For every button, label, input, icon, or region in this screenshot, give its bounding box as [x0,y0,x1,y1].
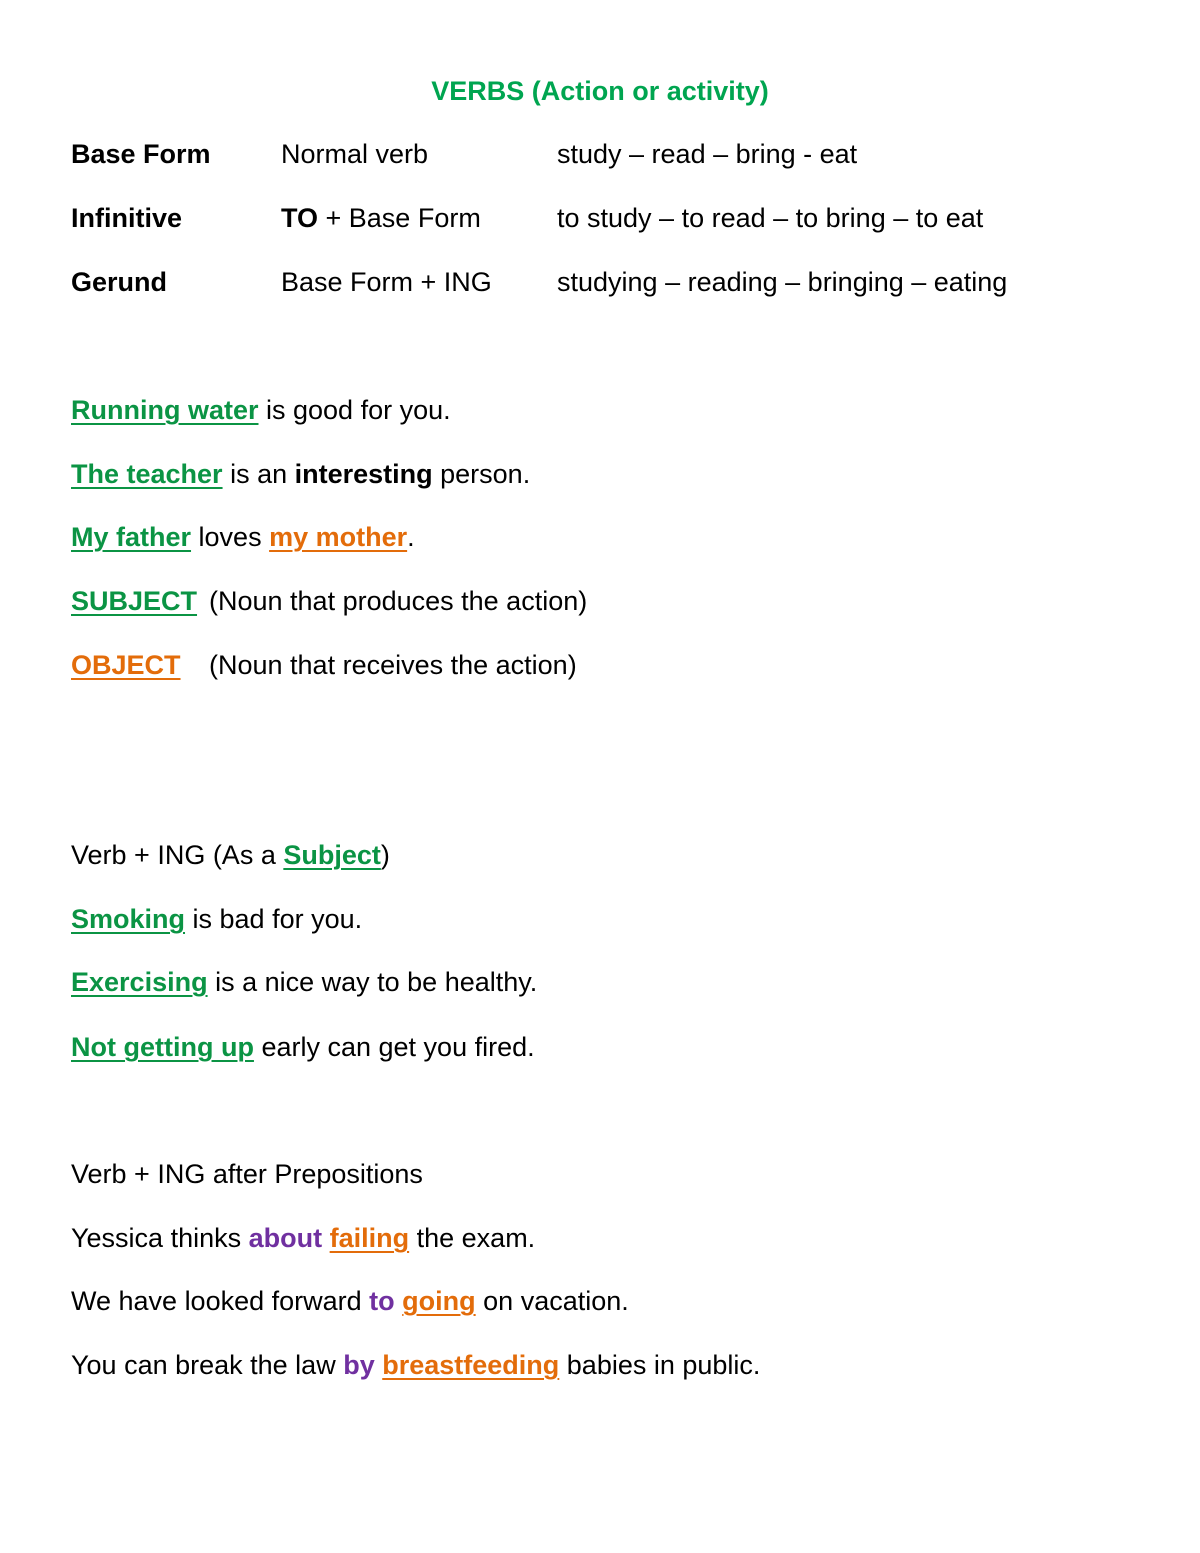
subject-term: SUBJECT [71,586,198,616]
sentence-rest: is a nice way to be healthy. [207,967,538,997]
verb-examples: studying – reading – bringing – eating [557,267,1008,297]
heading-close: ) [380,840,390,870]
subject-phrase: Running water [71,395,259,425]
gerund-word: breastfeeding [382,1350,560,1380]
gerund-subject-heading [71,838,390,872]
sentence-start: Yessica thinks [71,1223,249,1253]
verb-term: Infinitive [71,203,183,233]
subject-example-sentence [71,393,451,427]
verb-rule [281,201,481,235]
verb-rule [281,265,492,299]
sentence-rest: is good for you. [258,395,451,425]
subject-definition [71,584,587,618]
bold-word: interesting [294,459,433,489]
gerund-subject-example [71,965,537,999]
sentence-rest: babies in public. [559,1350,761,1380]
verb-table-row-infinitive [71,201,1131,235]
space [322,1223,330,1253]
subject-object-example-sentence [71,520,415,554]
preposition: to [369,1286,395,1316]
sentence-mid: loves [191,522,270,552]
object-description: (Noun that receives the action) [209,650,577,680]
verb-rule-text: + Base Form [318,203,481,233]
verb-table-row-base-form [71,137,1131,171]
sentence-start: You can break the law [71,1350,344,1380]
verb-examples: study – read – bring - eat [557,139,858,169]
gerund-word: failing [329,1223,410,1253]
verb-rule-text: Base Form + ING [281,267,492,297]
gerund-subject: Exercising [71,967,208,997]
preposition: by [343,1350,375,1380]
verb-rule [281,137,428,171]
gerund-subject-example [71,1030,535,1064]
heading-text: Verb + ING (As a [71,840,284,870]
gerund-preposition-heading: Verb + ING after Prepositions [71,1159,423,1189]
sentence-rest: . [407,522,415,552]
gerund-preposition-example [71,1284,629,1318]
gerund-subject: Not getting up [71,1032,254,1062]
subject-example-sentence [71,457,530,491]
sentence-rest: person. [432,459,531,489]
object-definition [71,648,577,682]
gerund-word: going [402,1286,476,1316]
sentence-mid: is an [222,459,295,489]
object-term: OBJECT [71,650,181,680]
verb-table-row-gerund [71,265,1131,299]
heading-subject-word: Subject [283,840,381,870]
sentence-rest: is bad for you. [185,904,363,934]
gerund-preposition-example [71,1221,535,1255]
gerund-subject: Smoking [71,904,186,934]
verb-term: Base Form [71,139,211,169]
verb-rule-text: Normal verb [281,139,429,169]
subject-phrase: The teacher [71,459,223,489]
subject-description: (Noun that produces the action) [209,586,588,616]
verb-examples: to study – to read – to bring – to eat [557,203,984,233]
sentence-rest: early can get you fired. [253,1032,535,1062]
sentence-rest: the exam. [409,1223,536,1253]
gerund-preposition-example [71,1348,760,1382]
preposition: about [248,1223,323,1253]
gerund-subject-example [71,902,362,936]
verb-rule-keyword: TO [281,203,319,233]
sentence-rest: on vacation. [475,1286,629,1316]
page-title: VERBS (Action or activity) [431,76,769,106]
subject-phrase: My father [71,522,192,552]
verb-term: Gerund [71,267,168,297]
sentence-start: We have looked forward [71,1286,370,1316]
object-phrase: my mother [269,522,408,552]
